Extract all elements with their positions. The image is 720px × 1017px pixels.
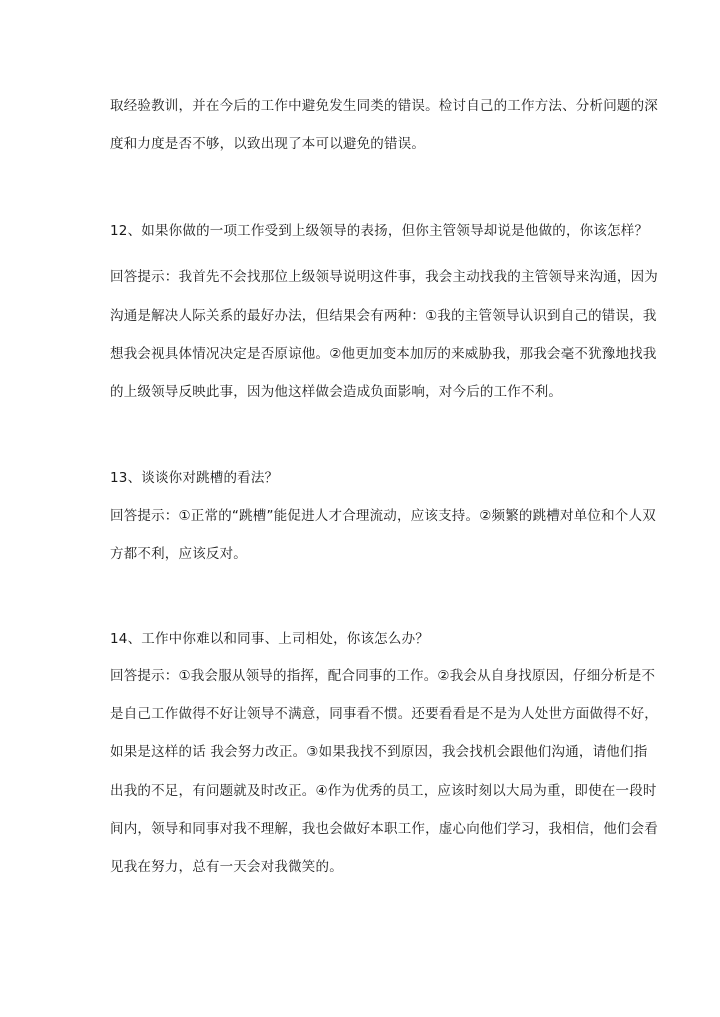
question-14: 14、工作中你难以和同事、上司相处，你该怎么办？	[110, 631, 429, 647]
answer-14-line-6: 见我在努力，总有一天会对我微笑的。	[110, 859, 343, 875]
answer-12-line-3: 想我会视具体情况决定是否原谅他。②他更加变本加厉的来威胁我，那我会毫不犹豫地找我	[110, 346, 657, 362]
answer-14-line-3: 如果是这样的话 我会努力改正。③如果我找不到原因，我会找机会跟他们沟通，请他们指	[110, 744, 648, 760]
question-13: 13、谈谈你对跳槽的看法？	[110, 470, 279, 486]
answer-14-line-5: 间内，领导和同事对我不理解，我也会做好本职工作，虚心向他们学习，我相信，他们会看	[110, 821, 658, 837]
answer-14-line-2: 是自己工作做得不好让领导不满意，同事看不惯。还要看看是不是为人处世方面做得不好，	[110, 706, 658, 722]
intro-line-1: 取经验教训，并在今后的工作中避免发生同类的错误。检讨自己的工作方法、分析问题的深	[110, 98, 658, 114]
intro-line-2: 度和力度是否不够，以致出现了本可以避免的错误。	[110, 136, 426, 152]
answer-14-line-4: 出我的不足，有问题就及时改正。④作为优秀的员工，应该时刻以大局为重，即使在一段时	[110, 783, 657, 799]
answer-14-line-1: 回答提示：①我会服从领导的指挥，配合同事的工作。②我会从自身找原因，仔细分析是不	[110, 668, 656, 684]
answer-12-line-2: 沟通是解决人际关系的最好办法，但结果会有两种：①我的主管领导认识到自己的错误，我	[110, 308, 657, 324]
answer-13-line-2: 方都不利，应该反对。	[110, 546, 247, 562]
answer-12-line-1: 回答提示：我首先不会找那位上级领导说明这件事，我会主动找我的主管领导来沟通，因为	[110, 269, 658, 285]
answer-12-line-4: 的上级领导反映此事，因为他这样做会造成负面影响，对今后的工作不利。	[110, 384, 563, 400]
question-12: 12、如果你做的一项工作受到上级领导的表扬，但你主管领导却说是他做的，你该怎样？	[110, 223, 649, 239]
answer-13-line-1: 回答提示：①正常的“跳槽”能促进人才合理流动，应该支持。②频繁的跳槽对单位和个人双	[110, 508, 656, 524]
